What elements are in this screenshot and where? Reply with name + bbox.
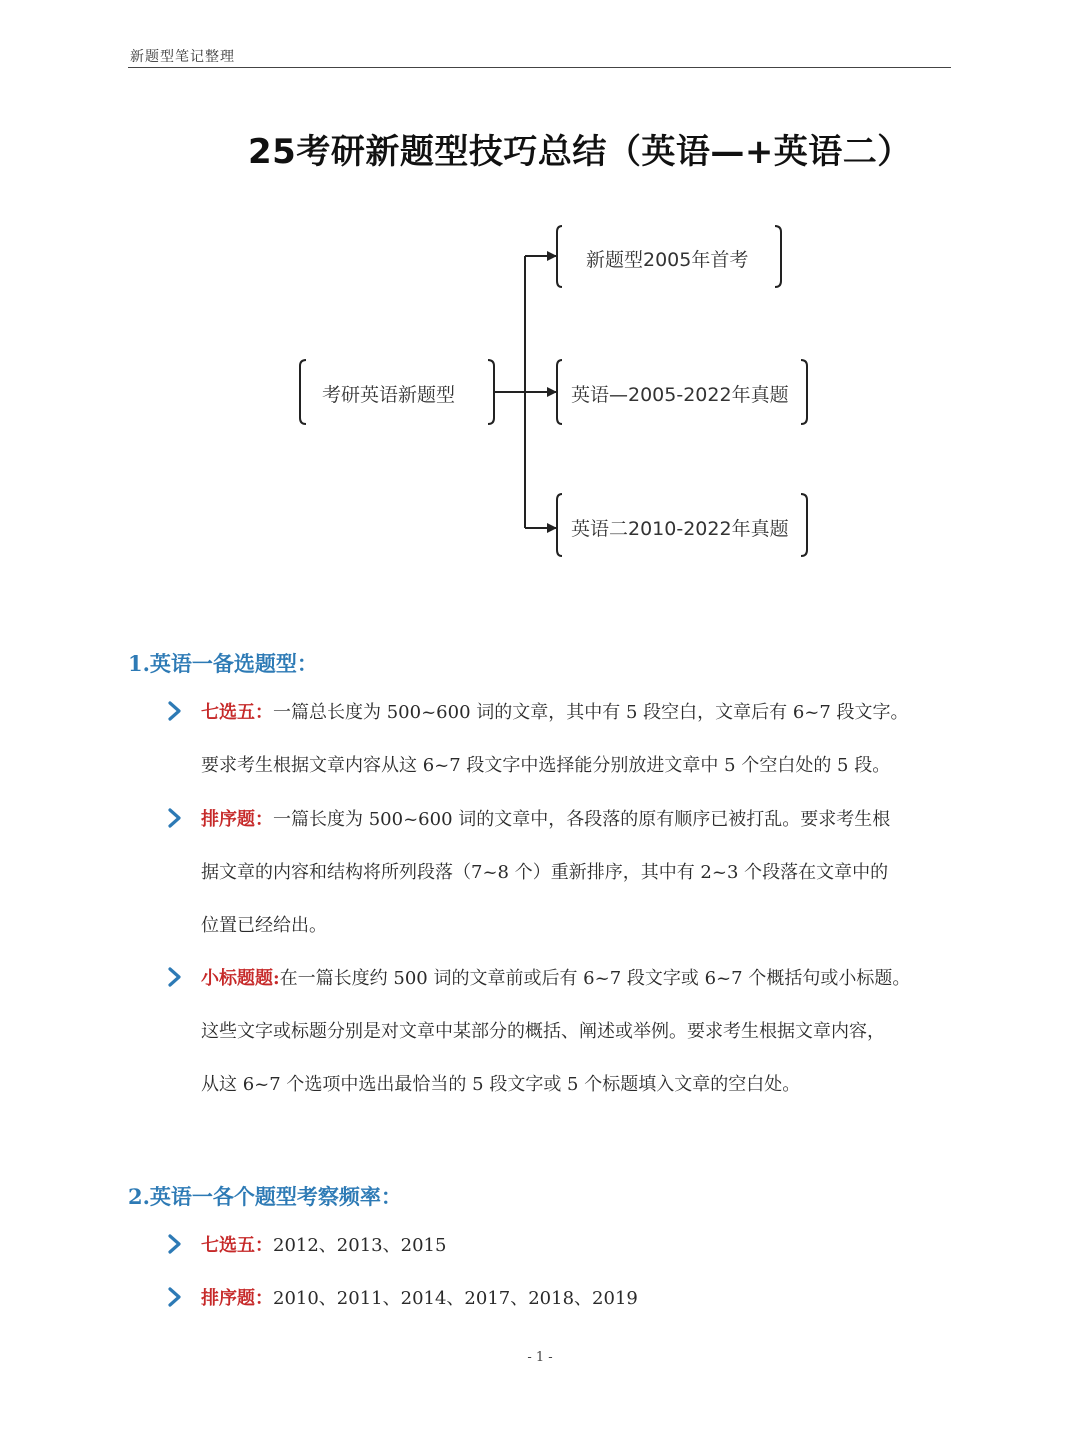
child-2-bracket-right bbox=[801, 360, 807, 424]
item-term: 排序题： bbox=[201, 809, 273, 830]
item-text: 要求考生根据文章内容从这 6~7 段文字中选择能分别放进文章中 5 个空白处的 5 段。 bbox=[201, 755, 891, 776]
item-text: 2012、2013、2015 bbox=[273, 1235, 447, 1256]
chevron-right-icon bbox=[166, 1233, 184, 1255]
chevron-right-icon bbox=[166, 1286, 184, 1308]
item-text: 从这 6~7 个选项中选出最恰当的 5 段文字或 5 个标题填入文章的空白处。 bbox=[201, 1074, 801, 1095]
item-text: 位置已经给出。 bbox=[201, 915, 327, 936]
section-2-heading: 2.英语一各个题型考察频率： bbox=[128, 1184, 402, 1209]
child-node-3: 英语二2010-2022年真题 bbox=[571, 518, 789, 540]
child-3-bracket-right bbox=[801, 494, 807, 556]
mind-map-lines bbox=[0, 0, 1080, 620]
page-number: - 1 - bbox=[527, 1350, 553, 1365]
root-node: 考研英语新题型 bbox=[322, 384, 456, 406]
list-item bbox=[166, 807, 966, 937]
item-text: 在一篇长度约 500 词的文章前或后有 6~7 段文字或 6~7 个概括句或小标题。 bbox=[279, 968, 911, 989]
item-term: 排序题： bbox=[201, 1288, 273, 1309]
child-1-bracket-right bbox=[775, 226, 781, 287]
child-3-bracket-left bbox=[557, 494, 562, 556]
list-item bbox=[166, 966, 966, 1096]
mind-map-diagram bbox=[0, 0, 1080, 620]
item-term: 七选五： bbox=[201, 1235, 273, 1256]
item-text: 一篇总长度为 500~600 词的文章，其中有 5 段空白，文章后有 6~7 段文字。 bbox=[273, 702, 909, 723]
child-2-bracket-left bbox=[557, 360, 562, 424]
chevron-right-icon bbox=[166, 700, 184, 722]
item-text: 2010、2011、2014、2017、2018、2019 bbox=[273, 1288, 638, 1309]
child-node-1: 新题型2005年首考 bbox=[586, 249, 749, 271]
list-item bbox=[166, 1233, 966, 1263]
list-item bbox=[166, 700, 966, 780]
item-term: 七选五： bbox=[201, 702, 273, 723]
header-label: 新题型笔记整理 bbox=[130, 49, 235, 65]
item-term: 小标题题: bbox=[201, 968, 280, 989]
chevron-right-icon bbox=[166, 966, 184, 988]
item-text: 据文章的内容和结构将所列段落（7~8 个）重新排序，其中有 2~3 个段落在文章中的 bbox=[201, 862, 889, 883]
chevron-right-icon bbox=[166, 807, 184, 829]
root-bracket-right bbox=[488, 360, 494, 424]
page-title: 25考研新题型技巧总结（英语—+英语二） bbox=[248, 132, 912, 172]
item-text: 一篇长度为 500~600 词的文章中，各段落的原有顺序已被打乱。要求考生根 bbox=[273, 809, 891, 830]
child-node-2: 英语—2005-2022年真题 bbox=[571, 384, 789, 406]
item-text: 这些文字或标题分别是对文章中某部分的概括、阐述或举例。要求考生根据文章内容， bbox=[201, 1021, 885, 1042]
child-1-bracket-left bbox=[557, 226, 562, 287]
section-1-heading: 1.英语一备选题型： bbox=[128, 651, 318, 676]
root-bracket-left bbox=[300, 360, 306, 424]
list-item bbox=[166, 1286, 966, 1316]
